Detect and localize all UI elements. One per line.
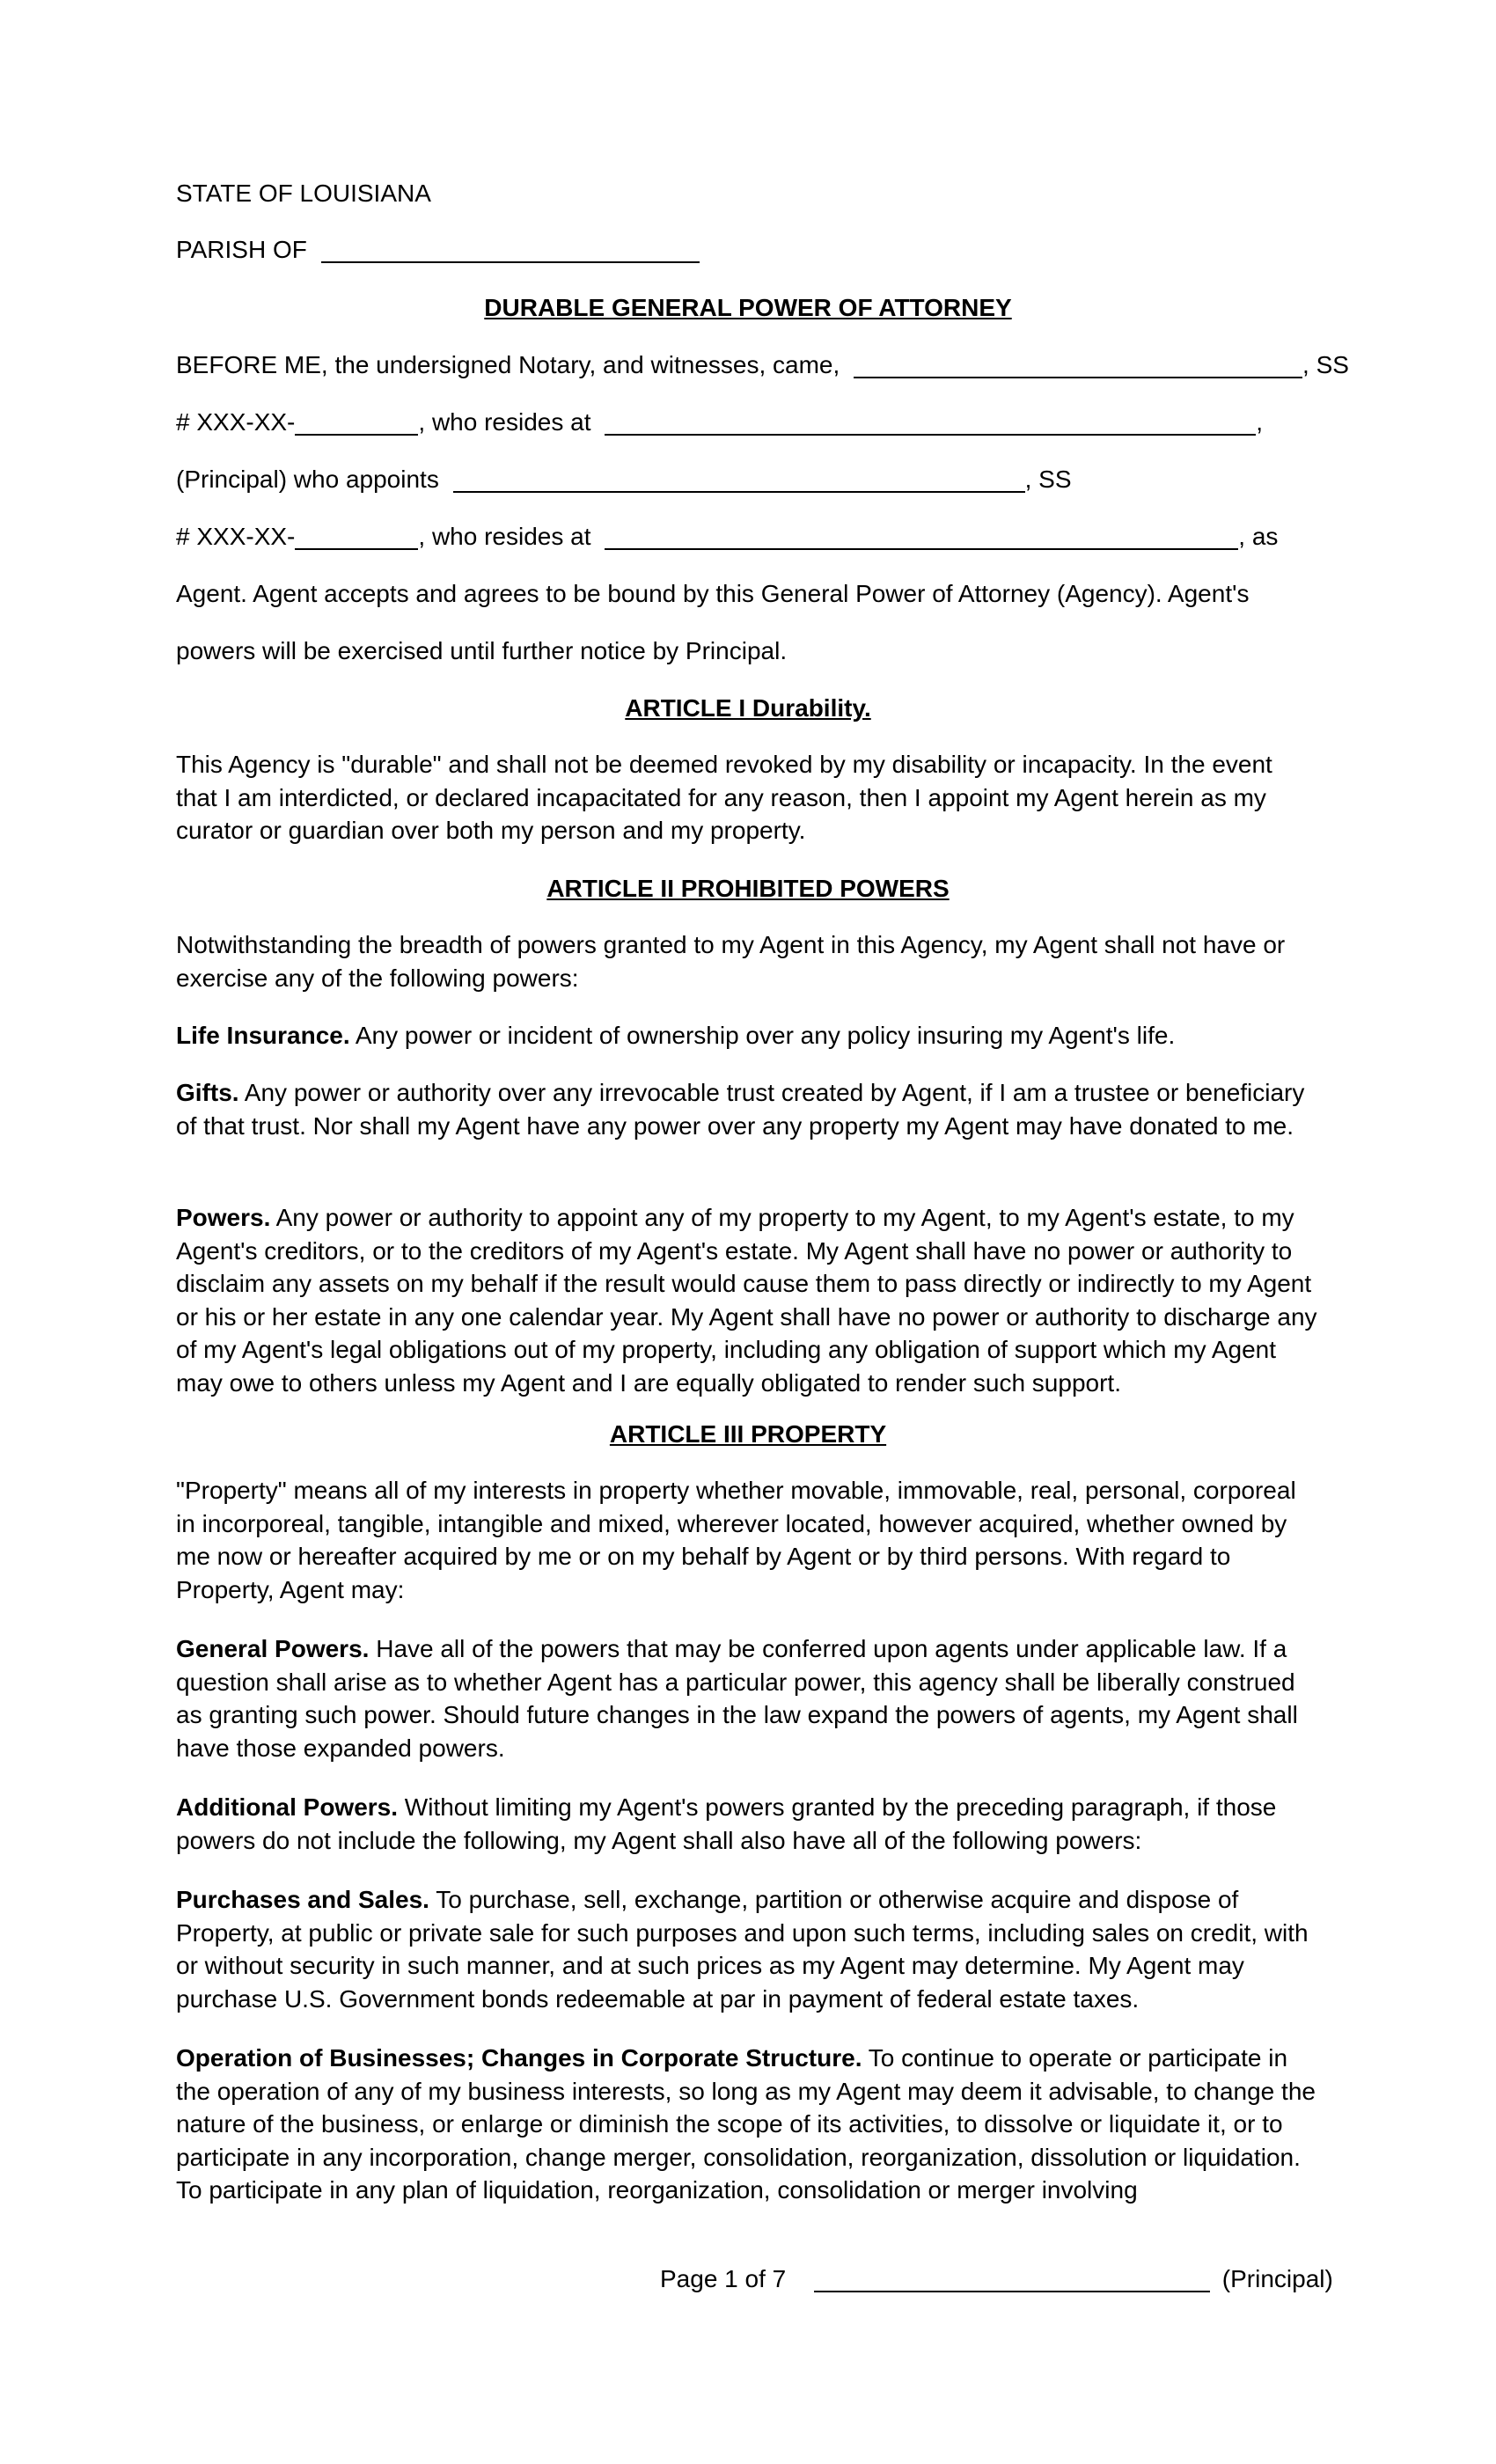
intro-as: , as bbox=[1238, 523, 1279, 550]
parish-line bbox=[176, 232, 700, 268]
intro-line-4 bbox=[176, 519, 1278, 554]
intro-line-3 bbox=[176, 462, 1072, 497]
operation-businesses-text: To continue to operate or participate in the operation of any of my business interests, so long as my Agent may deem it advisable, to change the nature of the business, or enlarge or diminish the scope of its activities, to dissolve or liquidate it, or to participate in any incorporation, change merger, consolidation, reorganization, dissolution or liquidation. To participate in any plan of liquidation, reorganization, consolidation or merger involving bbox=[176, 2044, 1316, 2204]
article-2-life-insurance bbox=[176, 1019, 1320, 1052]
article-3-purchases-sales bbox=[176, 1883, 1320, 2015]
article-2-intro: Notwithstanding the breadth of powers granted to my Agent in this Agency, my Agent shall not have or exercise any of the following powers: bbox=[176, 931, 1286, 992]
ssn-prefix-1: # XXX-XX- bbox=[176, 408, 296, 436]
article-3-heading: ARTICLE III PROPERTY bbox=[609, 1420, 887, 1448]
article-2-gifts bbox=[176, 1076, 1320, 1142]
intro-line-2 bbox=[176, 405, 1263, 440]
intro-comma: , bbox=[1256, 408, 1264, 436]
article-3-general-powers bbox=[176, 1632, 1320, 1764]
powers-text: Any power or authority to appoint any of my property to my Agent, to my Agent's estate, to my Agent's creditors, or to the creditors of my Agent's estate. My Agent shall have no power or authority to disclaim any assets on my behalf if the result would cause them to pass directly or indirectly to my Agent or his or her estate in any one calendar year. My Agent shall have no power or authority to discharge any of my Agent's legal obligations out of my property, including any obligation of support which my Agent may owe to others unless my Agent and I are equally obligated to render such support. bbox=[176, 1204, 1317, 1397]
agent-accepts-line-1: Agent. Agent accepts and agrees to be bound by this General Power of Attorney (Agency). Agent's bbox=[176, 580, 1250, 607]
resides-label-1: , who resides at bbox=[418, 408, 591, 436]
document-title: DURABLE GENERAL POWER OF ATTORNEY bbox=[484, 294, 1012, 321]
article-3-additional-powers bbox=[176, 1791, 1320, 1857]
powers-label: Powers. bbox=[176, 1204, 271, 1231]
parish-label: PARISH OF bbox=[176, 236, 307, 263]
footer-principal-label: (Principal) bbox=[1221, 2265, 1333, 2292]
intro-ss-2: , SS bbox=[1024, 466, 1072, 493]
life-insurance-text: Any power or incident of ownership over any policy insuring my Agent's life. bbox=[349, 1022, 1176, 1049]
principal-ssn-blank[interactable] bbox=[295, 407, 418, 436]
agent-ssn-blank[interactable] bbox=[295, 522, 418, 550]
purchases-sales-label: Purchases and Sales. bbox=[176, 1886, 429, 1913]
additional-powers-label: Additional Powers. bbox=[176, 1793, 399, 1821]
resides-label-2: , who resides at bbox=[418, 523, 591, 550]
purchases-sales-text: To purchase, sell, exchange, partition or otherwise acquire and dispose of Property, at public or private sale for such purposes and upon such terms, including sales on credit, with or without security in such manner, and at such prices as my Agent may determine. My Agent may purchase U.S. Government bonds redeemable at par in payment of federal estate taxes. bbox=[176, 1886, 1309, 2013]
gifts-label: Gifts. bbox=[176, 1079, 239, 1106]
intro-ss-1: , SS bbox=[1302, 351, 1349, 378]
additional-powers-text: Without limiting my Agent's powers granted by the preceding paragraph, if those powers do not include the following, my Agent shall also have all of the following powers: bbox=[176, 1793, 1277, 1854]
article-2-powers bbox=[176, 1201, 1320, 1399]
agent-address-blank[interactable] bbox=[605, 522, 1238, 550]
parish-blank[interactable] bbox=[321, 235, 700, 263]
article-1-heading: ARTICLE I Durability. bbox=[625, 694, 871, 722]
ssn-prefix-2: # XXX-XX- bbox=[176, 523, 296, 550]
principal-appoints: (Principal) who appoints bbox=[176, 466, 439, 493]
article-3-operation-of-businesses bbox=[176, 2042, 1320, 2207]
article-1-text: This Agency is "durable" and shall not be deemed revoked by my disability or incapacity. In the event that I am interdicted, or declared incapacitated for any reason, then I appoint my Agent herein as my curator or guardian over both my person and my property. bbox=[176, 751, 1272, 844]
state-line: STATE OF LOUISIANA bbox=[176, 180, 431, 207]
agent-accepts-line-2: powers will be exercised until further notice by Principal. bbox=[176, 637, 788, 664]
operation-businesses-label: Operation of Businesses; Changes in Corporate Structure. bbox=[176, 2044, 862, 2072]
principal-name-blank[interactable] bbox=[854, 350, 1302, 378]
general-powers-label: General Powers. bbox=[176, 1635, 370, 1662]
article-2-heading: ARTICLE II PROHIBITED POWERS bbox=[546, 875, 950, 902]
article-3-intro: "Property" means all of my interests in property whether movable, immovable, real, personal, corporeal in incorporeal, tangible, intangible and mixed, wherever located, however acquired, whether owned by me now or hereafter acquired by me or on my behalf by Agent or by third persons. With regard to Property, Agent may: bbox=[176, 1477, 1296, 1603]
agent-name-blank[interactable] bbox=[453, 465, 1025, 493]
life-insurance-label: Life Insurance. bbox=[176, 1022, 350, 1049]
page-footer bbox=[660, 2262, 1333, 2297]
intro-before-me: BEFORE ME, the undersigned Notary, and witnesses, came, bbox=[176, 351, 840, 378]
general-powers-text: Have all of the powers that may be conferred upon agents under applicable law. If a question shall arise as to whether Agent has a particular power, this agency shall be liberally construed as granting such power. Should future changes in the law expand the powers of agents, my Agent shall have those expanded powers. bbox=[176, 1635, 1298, 1762]
intro-line-1 bbox=[176, 348, 1349, 383]
gifts-text: Any power or authority over any irrevocable trust created by Agent, if I am a trustee or beneficiary of that trust. Nor shall my Agent have any power over any property my Agent may have donated to me. bbox=[176, 1079, 1305, 1140]
principal-initials-blank[interactable] bbox=[814, 2264, 1210, 2292]
principal-address-blank[interactable] bbox=[605, 407, 1256, 436]
page-number: Page 1 of 7 bbox=[660, 2265, 787, 2292]
